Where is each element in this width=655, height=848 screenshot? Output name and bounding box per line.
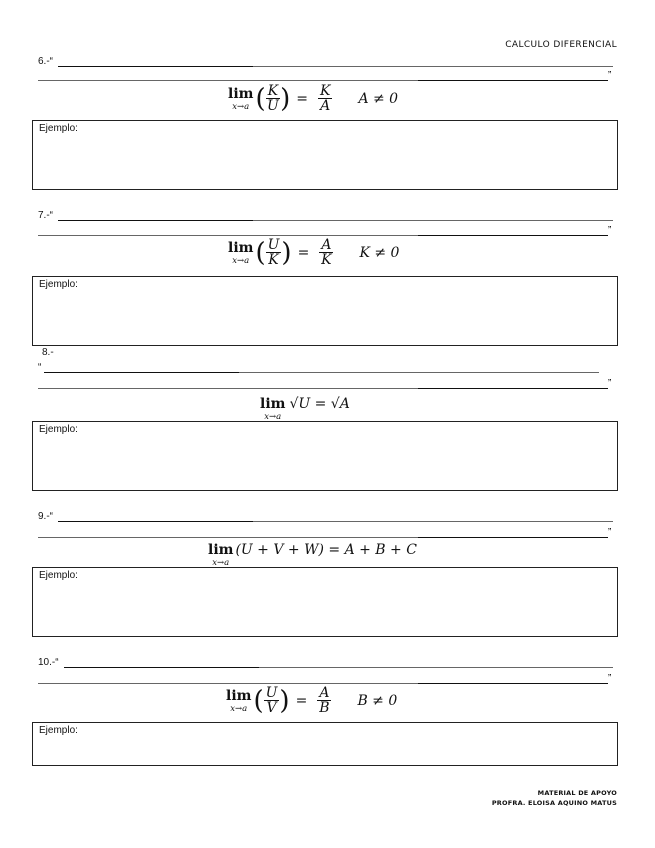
item-10-number: 10.-“	[38, 657, 59, 668]
item-10-close-quote: ”	[608, 673, 612, 684]
item-10-answer-line-2[interactable]	[38, 683, 418, 684]
page-header: CALCULO DIFERENCIAL	[505, 40, 617, 50]
item-9-answer-line-2[interactable]	[38, 537, 418, 538]
item-9-answer-line-2b[interactable]	[418, 537, 608, 538]
item-7-answer-line-1b[interactable]	[253, 220, 613, 221]
item-9-answer-line-1[interactable]	[58, 521, 253, 522]
item-7-example-label: Ejemplo:	[39, 279, 78, 290]
item-8-example-box[interactable]	[32, 421, 618, 491]
item-6-answer-line-2[interactable]	[38, 80, 418, 81]
item-7-formula: lim x→a ( $\frac{U}{K}$ ) = $\frac{A}{K}$ K ≠ 0	[228, 237, 400, 268]
item-10-answer-line-2b[interactable]	[418, 683, 608, 684]
item-10-formula: lim x→a ( $\frac{U}{V}$ ) = $\frac{A}{B}$ B ≠ 0	[226, 685, 398, 716]
item-8-number: 8.-	[42, 347, 54, 358]
footer-line-1: MATERIAL DE APOYO	[537, 789, 617, 797]
item-6-answer-line-2b[interactable]	[418, 80, 608, 81]
item-8-answer-line-1[interactable]	[44, 372, 239, 373]
item-7-answer-line-1[interactable]	[58, 220, 253, 221]
item-10-example-box[interactable]	[32, 722, 618, 766]
item-8-answer-line-1b[interactable]	[239, 372, 599, 373]
item-8-example-label: Ejemplo:	[39, 424, 78, 435]
item-9-example-box[interactable]	[32, 567, 618, 637]
item-7-example-box[interactable]	[32, 276, 618, 346]
item-6-example-box[interactable]	[32, 120, 618, 190]
item-8-open-quote: “	[38, 362, 42, 373]
item-9-example-label: Ejemplo:	[39, 570, 78, 581]
item-6-number: 6.-“	[38, 56, 54, 67]
item-6-example-label: Ejemplo:	[39, 123, 78, 134]
item-7-close-quote: ”	[608, 225, 612, 236]
item-8-close-quote: ”	[608, 378, 612, 389]
item-10-answer-line-1b[interactable]	[259, 667, 613, 668]
item-9-number: 9.-“	[38, 511, 54, 522]
page-footer	[492, 788, 617, 808]
item-6-answer-line-1[interactable]	[58, 66, 253, 67]
footer-line-2: PROFRA. ELOISA AQUINO MATUS	[491, 799, 617, 807]
item-8-answer-line-2b[interactable]	[418, 388, 608, 389]
item-7-number: 7.-“	[38, 210, 54, 221]
item-6-close-quote: ”	[608, 70, 612, 81]
item-8-formula: lim x→a √U = √A	[260, 396, 350, 422]
item-8-answer-line-2[interactable]	[38, 388, 418, 389]
item-7-answer-line-2b[interactable]	[418, 235, 608, 236]
item-9-answer-line-1b[interactable]	[253, 521, 613, 522]
item-10-example-label: Ejemplo:	[39, 725, 78, 736]
item-7-answer-line-2[interactable]	[38, 235, 418, 236]
item-6-answer-line-1b[interactable]	[253, 66, 613, 67]
item-6-formula: lim x→a ( $\frac{K}{U}$ ) = $\frac{K}{A}$ A ≠ 0	[228, 83, 399, 114]
item-9-formula: lim x→a (U + V + W) = A + B + C	[208, 542, 417, 568]
item-10-answer-line-1[interactable]	[64, 667, 259, 668]
item-9-close-quote: ”	[608, 527, 612, 538]
